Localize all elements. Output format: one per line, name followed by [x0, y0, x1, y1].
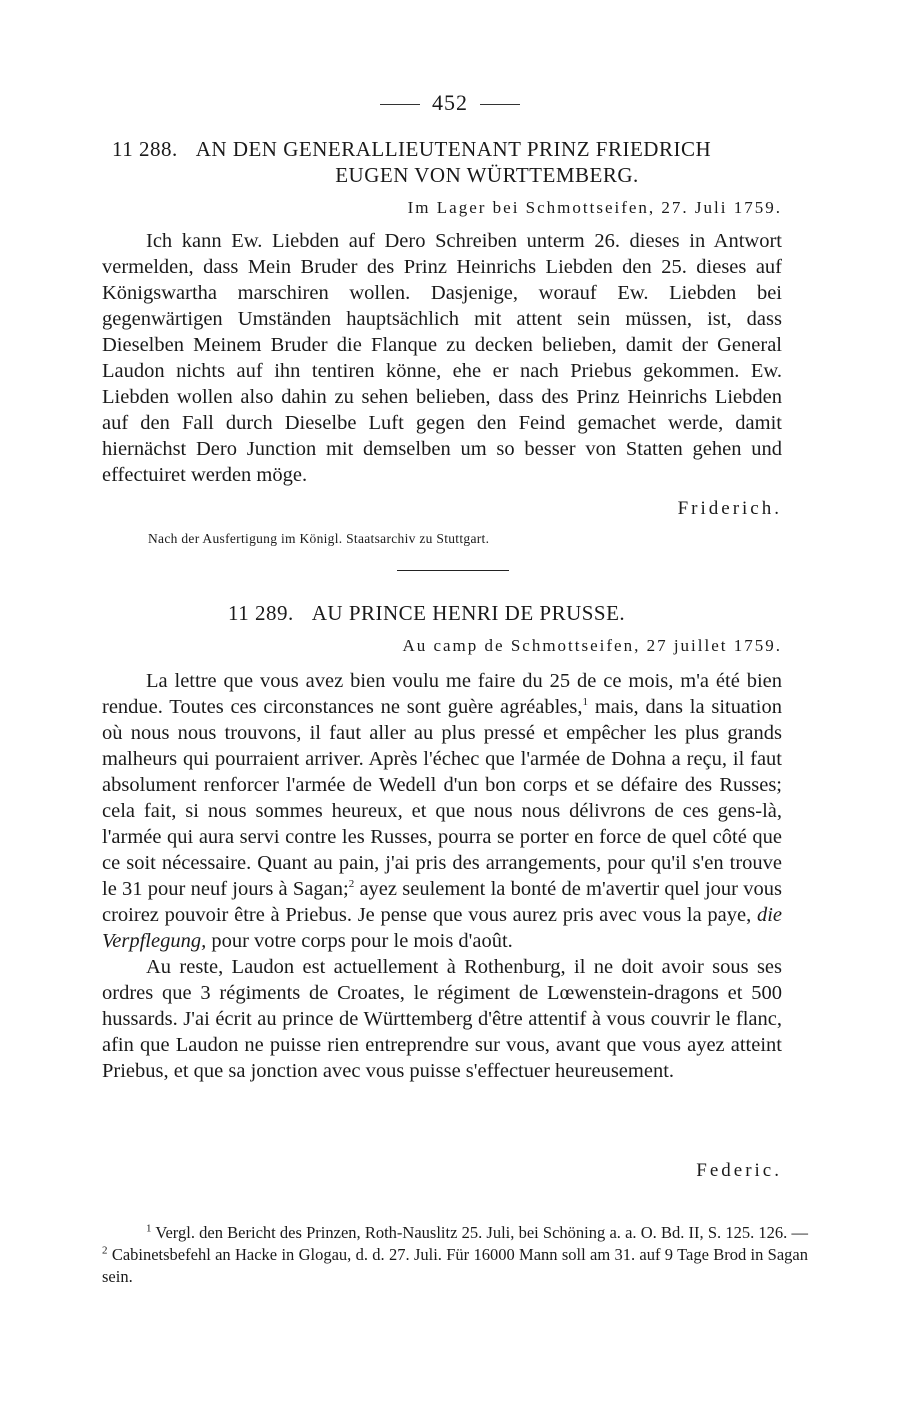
letter1-paragraph: Ich kann Ew. Liebden auf Dero Schreiben unterm 26. dieses in Antwort vermelden, dass Mein Bruder des Prinz Heinrichs Liebden den 25. dieses auf Königswartha marschiren wollen. Dasjenige, worauf Ew. Liebden bei gegenwärtigen Umständen hauptsächlich mit attent sein müssen, ist, dass Dieselben Meinem Bruder die Flanque zu decken belieben, damit der General Laudon nichts auf ihn tentiren könne, ehe er nach Priebus gekommen. Ew. Liebden wollen also dahin zu sehen belieben, dass des Prinz Heinrichs Liebden auf den Fall durch Dieselbe Luft gegen den Feind gemachet werde, damit hiernächst Dero Junction mit demselben um so besser von Statten gehen und effectuiret werden möge.	[102, 230, 782, 486]
footnote-2-text: Cabinetsbefehl an Hacke in Glogau, d. d. 27. Juli. Für 16000 Mann soll am 31. auf 9 Tage Brod in Sagan sein.	[102, 1245, 808, 1286]
letter2-heading	[228, 600, 788, 626]
letter2-title: AU PRINCE HENRI DE PRUSSE.	[311, 601, 626, 625]
letter1-title-line1: AN DEN GENERALLIEUTENANT PRINZ FRIEDRICH	[195, 137, 712, 161]
section-divider	[397, 570, 509, 571]
footnote-text	[102, 1222, 808, 1288]
letter1-source-note: Nach der Ausfertigung im Königl. Staatsarchiv zu Stuttgart.	[148, 531, 490, 546]
footnote-ref-1[interactable]: 1	[582, 696, 589, 709]
letter2-number: 11 289.	[228, 601, 294, 625]
footnotes	[102, 1222, 808, 1288]
letter2-para1-a: La lettre que vous avez bien voulu me faire du 25 de ce mois, m'a été bien rendue. Toutes ces circonstances ne sont guère agréables,	[102, 670, 782, 718]
footnote-mark-2: 2	[102, 1244, 108, 1257]
letter2-body	[102, 668, 782, 1084]
letter2-para1-b: mais, dans la situation où nous nous trouvons, il faut aller au plus pressé et empêcher les plus grands malheurs qui pourraient arriver. Après l'échec que l'armée de Dohna a reçu, il faut absolument renforcer l'armée de Wedell d'un bon corps et se défaire des Russes; cela fait, si nous sommes heureux, et que nous nous délivrons de ces gens-là, l'armée qui aura servi contre les Russes, pourra se porter en force de quel côté que ce soit nécessaire. Quant au pain, j'ai pris des arrangements, pour qu'il s'en trouve le 31 pour neuf jours à Sagan;	[102, 696, 782, 900]
letter2-paragraph-2: Au reste, Laudon est actuellement à Rothenburg, il ne doit avoir sous ses ordres que 3 régiments de Croates, le régiment de Lœwenstein-dragons et 500 hussards. J'ai écrit au prince de Württemberg d'être attentif à vous couvrir le flanc, afin que Laudon ne puisse rien entreprendre sur vous, avant que vous ayez atteint Priebus, et que sa jonction avec vous puisse s'effectuer heureusement.	[102, 956, 782, 1082]
page-number-text: 452	[432, 90, 468, 115]
letter1-signature: Friderich.	[677, 498, 782, 519]
letter1-heading	[112, 136, 802, 188]
page-number-dash-right	[480, 104, 520, 105]
footnote-mark-1: 1	[146, 1222, 152, 1235]
letter2-paragraph-1	[102, 668, 782, 954]
letter2-dateline: Au camp de Schmottseifen, 27 juillet 1759.	[402, 636, 782, 655]
page-number-dash-left	[380, 104, 420, 105]
letter1-title-line2: EUGEN VON WÜRTTEMBERG.	[335, 163, 639, 187]
page-number	[0, 90, 900, 116]
letter2-signature: Federic.	[696, 1160, 782, 1181]
letter1-dateline: Im Lager bei Schmottseifen, 27. Juli 1759.	[407, 198, 782, 217]
letter2-para1-italic: die Verpflegung,	[102, 904, 782, 952]
letter1-number: 11 288.	[112, 137, 178, 161]
footnote-1-text: Vergl. den Bericht des Prinzen, Roth-Nauslitz 25. Juli, bei Schöning a. a. O. Bd. II, S. 125. 126. —	[151, 1223, 808, 1242]
footnote-ref-2[interactable]: 2	[348, 878, 355, 891]
letter2-para1-c: ayez seulement la bonté de m'avertir quel jour vous croirez pouvoir être à Priebus. Je pense que vous aurez pris avec vous la paye,	[102, 878, 782, 926]
letter2-para1-d: pour votre corps pour le mois d'août.	[206, 930, 513, 952]
letter1-body	[102, 228, 782, 488]
